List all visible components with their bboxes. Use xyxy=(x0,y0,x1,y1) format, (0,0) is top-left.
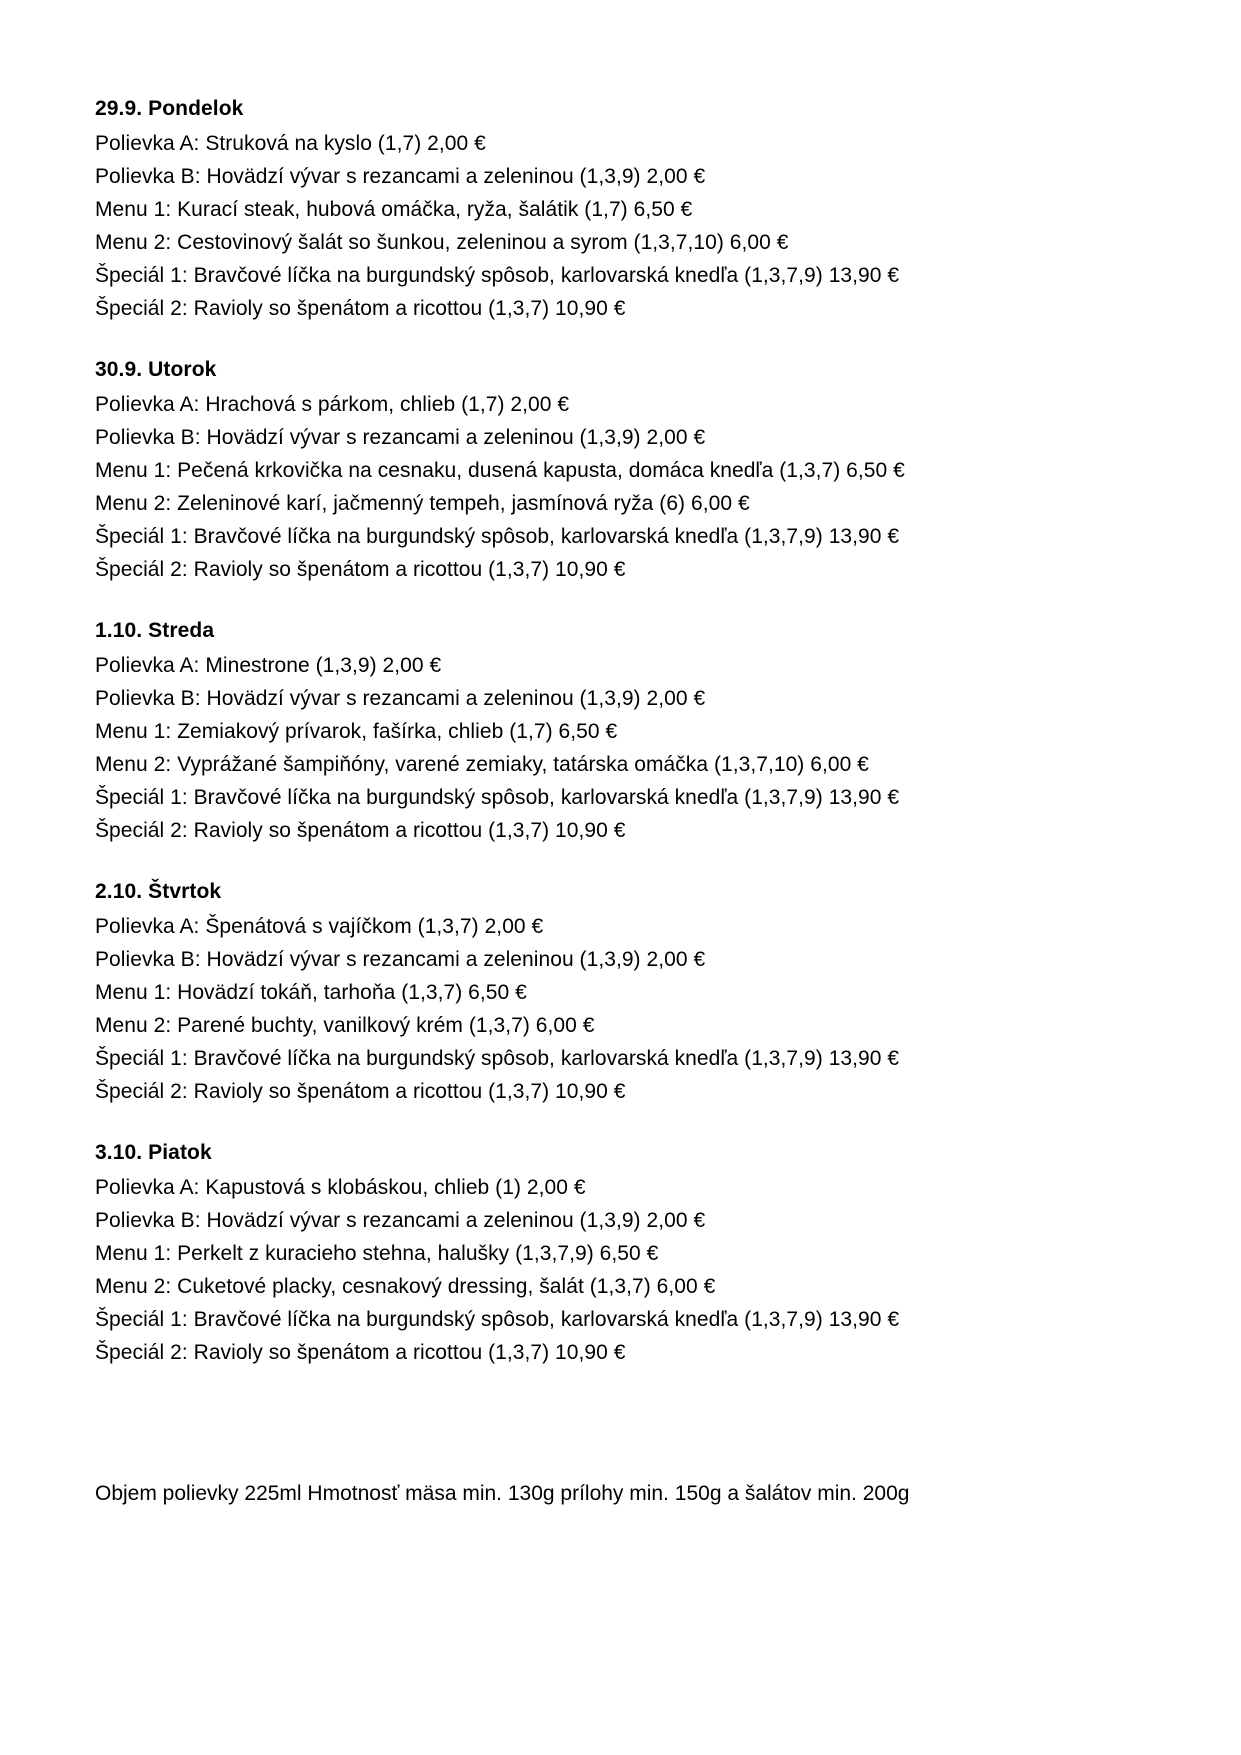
day-block-thursday xyxy=(95,875,1146,1108)
day-title: 1.10. Streda xyxy=(95,619,215,642)
menu-line-special-2: Špeciál 2: Ravioly so špenátom a ricottou (1,3,7) 10,90 € xyxy=(95,1080,626,1103)
day-block-tuesday xyxy=(95,353,1146,586)
day-title: 2.10. Štvrtok xyxy=(95,880,222,903)
day-block-friday xyxy=(95,1136,1146,1369)
day-block-monday xyxy=(95,92,1146,325)
menu-line-menu-2: Menu 2: Cestovinový šalát so šunkou, zeleninou a syrom (1,3,7,10) 6,00 € xyxy=(95,231,789,254)
day-title: 3.10. Piatok xyxy=(95,1141,212,1164)
menu-line-special-1: Špeciál 1: Bravčové líčka na burgundský spôsob, karlovarská knedľa (1,3,7,9) 13,90 € xyxy=(95,264,900,287)
menu-line-special-2: Špeciál 2: Ravioly so špenátom a ricottou (1,3,7) 10,90 € xyxy=(95,297,626,320)
menu-line-menu-1: Menu 1: Perkelt z kuracieho stehna, halušky (1,3,7,9) 6,50 € xyxy=(95,1242,659,1265)
menu-line-menu-2: Menu 2: Zeleninové karí, jačmenný tempeh, jasmínová ryža (6) 6,00 € xyxy=(95,492,750,515)
menu-line-special-2: Špeciál 2: Ravioly so špenátom a ricottou (1,3,7) 10,90 € xyxy=(95,1341,626,1364)
menu-line-menu-1: Menu 1: Pečená krkovička na cesnaku, dusená kapusta, domáca knedľa (1,3,7) 6,50 € xyxy=(95,459,905,482)
menu-line-menu-2: Menu 2: Cuketové placky, cesnakový dressing, šalát (1,3,7) 6,00 € xyxy=(95,1275,716,1298)
menu-line-soup-b: Polievka B: Hovädzí vývar s rezancami a zeleninou (1,3,9) 2,00 € xyxy=(95,165,706,188)
menu-line-menu-2: Menu 2: Parené buchty, vanilkový krém (1,3,7) 6,00 € xyxy=(95,1014,595,1037)
menu-line-special-1: Špeciál 1: Bravčové líčka na burgundský spôsob, karlovarská knedľa (1,3,7,9) 13,90 € xyxy=(95,786,900,809)
menu-line-soup-a: Polievka A: Struková na kyslo (1,7) 2,00 € xyxy=(95,132,486,155)
menu-line-soup-a: Polievka A: Kapustová s klobáskou, chlieb (1) 2,00 € xyxy=(95,1176,586,1199)
menu-line-special-1: Špeciál 1: Bravčové líčka na burgundský spôsob, karlovarská knedľa (1,3,7,9) 13,90 € xyxy=(95,1047,900,1070)
menu-line-soup-a: Polievka A: Hrachová s párkom, chlieb (1,7) 2,00 € xyxy=(95,393,570,416)
menu-line-soup-a: Polievka A: Minestrone (1,3,9) 2,00 € xyxy=(95,654,442,677)
day-block-wednesday xyxy=(95,614,1146,847)
menu-line-special-2: Špeciál 2: Ravioly so špenátom a ricottou (1,3,7) 10,90 € xyxy=(95,558,626,581)
day-title: 29.9. Pondelok xyxy=(95,97,244,120)
menu-line-soup-b: Polievka B: Hovädzí vývar s rezancami a zeleninou (1,3,9) 2,00 € xyxy=(95,426,706,449)
menu-line-soup-b: Polievka B: Hovädzí vývar s rezancami a zeleninou (1,3,9) 2,00 € xyxy=(95,687,706,710)
portion-size-note: Objem polievky 225ml Hmotnosť mäsa min. 130g prílohy min. 150g a šalátov min. 200g xyxy=(95,1482,910,1505)
menu-line-menu-1: Menu 1: Kurací steak, hubová omáčka, ryža, šalátik (1,7) 6,50 € xyxy=(95,198,693,221)
menu-line-menu-1: Menu 1: Hovädzí tokáň, tarhoňa (1,3,7) 6,50 € xyxy=(95,981,527,1004)
menu-line-menu-2: Menu 2: Vyprážané šampiňóny, varené zemiaky, tatárska omáčka (1,3,7,10) 6,00 € xyxy=(95,753,869,776)
menu-line-special-2: Špeciál 2: Ravioly so špenátom a ricottou (1,3,7) 10,90 € xyxy=(95,819,626,842)
menu-line-soup-a: Polievka A: Špenátová s vajíčkom (1,3,7) 2,00 € xyxy=(95,915,544,938)
menu-line-soup-b: Polievka B: Hovädzí vývar s rezancami a zeleninou (1,3,9) 2,00 € xyxy=(95,948,706,971)
menu-line-menu-1: Menu 1: Zemiakový prívarok, fašírka, chlieb (1,7) 6,50 € xyxy=(95,720,618,743)
menu-line-special-1: Špeciál 1: Bravčové líčka na burgundský spôsob, karlovarská knedľa (1,3,7,9) 13,90 € xyxy=(95,525,900,548)
menu-line-soup-b: Polievka B: Hovädzí vývar s rezancami a zeleninou (1,3,9) 2,00 € xyxy=(95,1209,706,1232)
day-title: 30.9. Utorok xyxy=(95,358,217,381)
menu-line-special-1: Špeciál 1: Bravčové líčka na burgundský spôsob, karlovarská knedľa (1,3,7,9) 13,90 € xyxy=(95,1308,900,1331)
